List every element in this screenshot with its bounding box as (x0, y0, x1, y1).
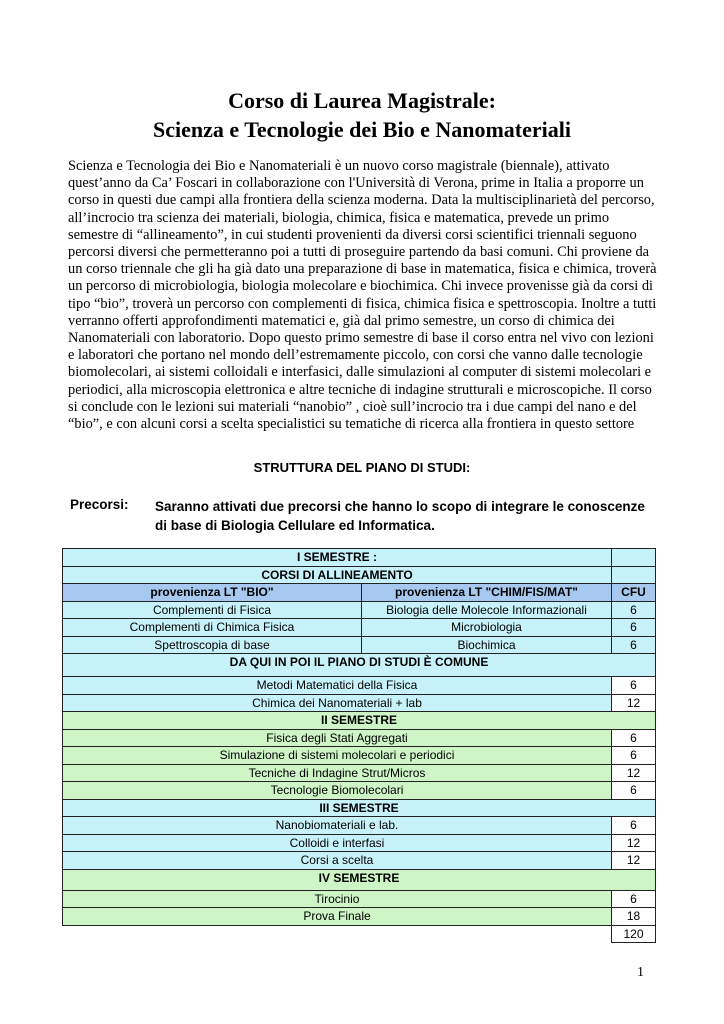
semester-header: IV SEMESTRE (63, 869, 656, 890)
course-cell: Colloidi e interfasi (63, 834, 612, 852)
table-row (63, 890, 656, 908)
course-cell: Microbiologia (362, 619, 612, 637)
table-row (63, 799, 656, 817)
column-header-cfu: CFU (612, 584, 656, 602)
course-cell: Chimica dei Nanomateriali + lab (63, 694, 612, 712)
table-row (63, 636, 656, 654)
table-row (63, 834, 656, 852)
cfu-cell: 12 (612, 764, 656, 782)
table-row (63, 712, 656, 730)
table-row (63, 852, 656, 870)
title-line-1: Corso di Laurea Magistrale: (228, 88, 496, 113)
course-cell: Prova Finale (63, 908, 612, 926)
table-row (63, 584, 656, 602)
table-row (63, 869, 656, 890)
course-cell: Biochimica (362, 636, 612, 654)
course-cell: Biologia delle Molecole Informazionali (362, 601, 612, 619)
document-title (0, 86, 724, 144)
cfu-cell: 6 (612, 677, 656, 695)
table-row (63, 925, 656, 943)
table-row (63, 566, 656, 584)
cfu-cell: 6 (612, 636, 656, 654)
course-cell: Corsi a scelta (63, 852, 612, 870)
study-plan-table (62, 548, 656, 943)
table-row (63, 549, 656, 567)
alignment-header: CORSI DI ALLINEAMENTO (63, 566, 612, 584)
semester-header: II SEMESTRE (63, 712, 656, 730)
course-cell: Metodi Matematici della Fisica (63, 677, 612, 695)
common-plan-header: DA QUI IN POI IL PIANO DI STUDI È COMUNE (63, 654, 656, 677)
table-row (63, 619, 656, 637)
total-cfu-cell: 120 (612, 925, 656, 943)
section-title: STRUTTURA DEL PIANO DI STUDI: (253, 460, 471, 475)
table-row (63, 677, 656, 695)
course-cell: Tecniche di Indagine Strut/Micros (63, 764, 612, 782)
cfu-cell: 12 (612, 834, 656, 852)
column-header-chim: provenienza LT "CHIM/FIS/MAT" (362, 584, 612, 602)
cfu-cell: 6 (612, 601, 656, 619)
course-cell: Fisica degli Stati Aggregati (63, 729, 612, 747)
cfu-cell: 18 (612, 908, 656, 926)
title-line-2: Scienza e Tecnologie dei Bio e Nanomateriali (153, 117, 571, 142)
course-cell: Tecnologie Biomolecolari (63, 782, 612, 800)
course-cell: Simulazione di sistemi molecolari e periodici (63, 747, 612, 765)
page-number: 1 (637, 965, 644, 980)
course-cell: Complementi di Chimica Fisica (63, 619, 362, 637)
cfu-cell: 6 (612, 890, 656, 908)
cfu-cell: 12 (612, 694, 656, 712)
cfu-cell: 6 (612, 747, 656, 765)
table-row (63, 694, 656, 712)
table-row (63, 654, 656, 677)
cfu-cell: 6 (612, 817, 656, 835)
precorsi-text: Saranno attivati due precorsi che hanno lo scopo di integrare le conoscenze di base di Biologia Cellulare ed Informatica. (155, 499, 645, 533)
table-row (63, 764, 656, 782)
table-row (63, 747, 656, 765)
course-cell: Complementi di Fisica (63, 601, 362, 619)
semester-header: III SEMESTRE (63, 799, 656, 817)
table-row (63, 601, 656, 619)
cfu-cell: 12 (612, 852, 656, 870)
table-row (63, 729, 656, 747)
course-cell: Spettroscopia di base (63, 636, 362, 654)
table-row (63, 782, 656, 800)
intro-paragraph: Scienza e Tecnologia dei Bio e Nanomateriali è un nuovo corso magistrale (biennale), attivato quest’anno da Ca’ Foscari in collaborazione con l'Università di Verona, prime in Italia a proporre un corso in questi due campi alla frontiera della scienza moderna. Data la multisciplinarietà del percorso, all’incrocio tra scienza dei materiali, biologia, chimica, fisica e matematica, prevede un primo semestre di “allineamento”, in cui studenti provenienti da diversi corsi scientifici triennali seguono percorsi diversi che permetteranno poi a tutti di proseguire partendo da basi comuni. Chi proviene da un corso triennale che gli ha già dato una preparazione di base in matematica, fisica e chimica, troverà un percorso di microbiologia, biologia molecolare e biochimica. Chi invece provenisse già da corsi di tipo “bio”, troverà un percorso con complementi di fisica, chimica fisica e spettroscopia. Inoltre a tutti verranno offerti approfondimenti matematici e, già dal primo semestre, un corso di chimica dei Nanomateriali con laboratorio. Dopo questo primo semestre di base il corso entra nel vivo con lezioni e laboratori che portano nel mondo dell’estremamente piccolo, con corsi che vanno dalle tecnologie biomolecolari, ai sistemi colloidali e interfasici, dalle simulazioni al computer di sistemi molecolari e periodici, alla microscopia elettronica e altre tecniche di indagine strutturali e microscopiche. Il corso si conclude con le lezioni sui materiali “nanobio” , cioè sull’incrocio tra i due campi del nano e del “bio”, e con alcuni corsi a scelta specialistici su tematiche di ricerca alla frontiera in questo settore (68, 158, 657, 433)
cfu-cell: 6 (612, 729, 656, 747)
course-cell: Tirocinio (63, 890, 612, 908)
cfu-cell: 6 (612, 782, 656, 800)
column-header-bio: provenienza LT "BIO" (63, 584, 362, 602)
precorsi-label: Precorsi: (70, 497, 129, 512)
semester-header: I SEMESTRE : (63, 549, 612, 567)
table-row (63, 817, 656, 835)
cfu-cell: 6 (612, 619, 656, 637)
table-row (63, 908, 656, 926)
course-cell: Nanobiomateriali e lab. (63, 817, 612, 835)
